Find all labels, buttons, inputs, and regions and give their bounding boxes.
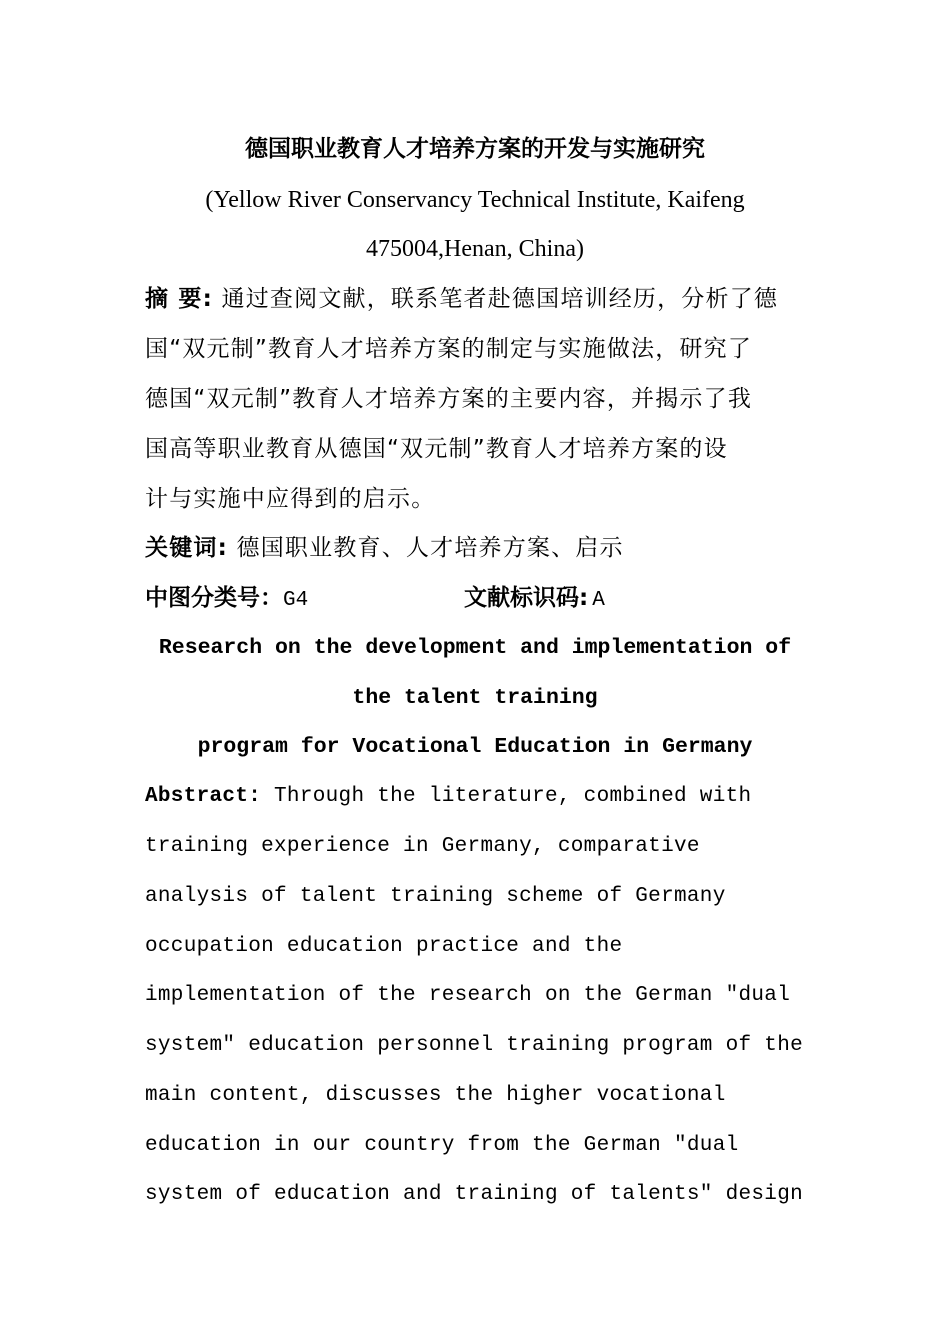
abstract-en-line-1 (145, 772, 751, 822)
classification-value: G4 (283, 589, 309, 612)
abstract-en-text: Through the literature, combined with (274, 785, 752, 808)
page-title: 德国职业教育人才培养方案的开发与实施研究 (245, 136, 705, 162)
abstract-en-line-2: training experience in Germany, comparative (145, 835, 700, 858)
abstract-en-line-3: analysis of talent training scheme of Germany (145, 885, 726, 908)
keywords-cn-label: 关键词: (145, 535, 228, 561)
keywords-cn-value: 德国职业教育、人才培养方案、启示 (236, 535, 624, 561)
abstract-cn-line-3: 德国“双元制”教育人才培养方案的主要内容，并揭示了我 (145, 386, 753, 412)
abstract-cn-line-2: 国“双元制”教育人才培养方案的制定与实施做法，研究了 (145, 336, 753, 362)
english-title-line-2: the talent training (352, 686, 598, 710)
english-title-line-3: program for Vocational Education in Germany (197, 735, 753, 759)
classification-row (145, 573, 308, 623)
abstract-cn-line-4: 国高等职业教育从德国“双元制”教育人才培养方案的设 (145, 436, 728, 462)
abstract-en-line-7: main content, discusses the higher vocational (145, 1084, 726, 1107)
abstract-en-line-8: education in our country from the German "dual (145, 1134, 739, 1157)
abstract-en-line-9: system of education and training of talents" design (145, 1183, 804, 1206)
document-code-row (464, 573, 605, 623)
document-code-value: A (592, 589, 605, 612)
classification-label: 中图分类号： (145, 585, 283, 611)
abstract-cn-line-5: 计与实施中应得到的启示。 (145, 486, 436, 512)
keywords-cn (145, 523, 624, 573)
abstract-cn-line-1 (145, 274, 778, 324)
abstract-en-label: Abstract: (145, 785, 262, 808)
affiliation-line-2: 475004,Henan, China) (366, 236, 584, 262)
affiliation-line-1: (Yellow River Conservancy Technical Institute, Kaifeng (205, 187, 745, 213)
abstract-en-line-5: implementation of the research on the German "dual (145, 984, 791, 1007)
abstract-cn-text: 通过查阅文献，联系笔者赴德国培训经历，分析了德 (221, 286, 779, 312)
english-title-line-1: Research on the development and implementation of (158, 636, 792, 660)
abstract-cn-label: 摘 要: (145, 286, 214, 312)
abstract-en-line-6: system" education personnel training program of the (145, 1034, 804, 1057)
document-code-label: 文献标识码: (464, 585, 589, 611)
abstract-en-line-4: occupation education practice and the (145, 935, 623, 958)
